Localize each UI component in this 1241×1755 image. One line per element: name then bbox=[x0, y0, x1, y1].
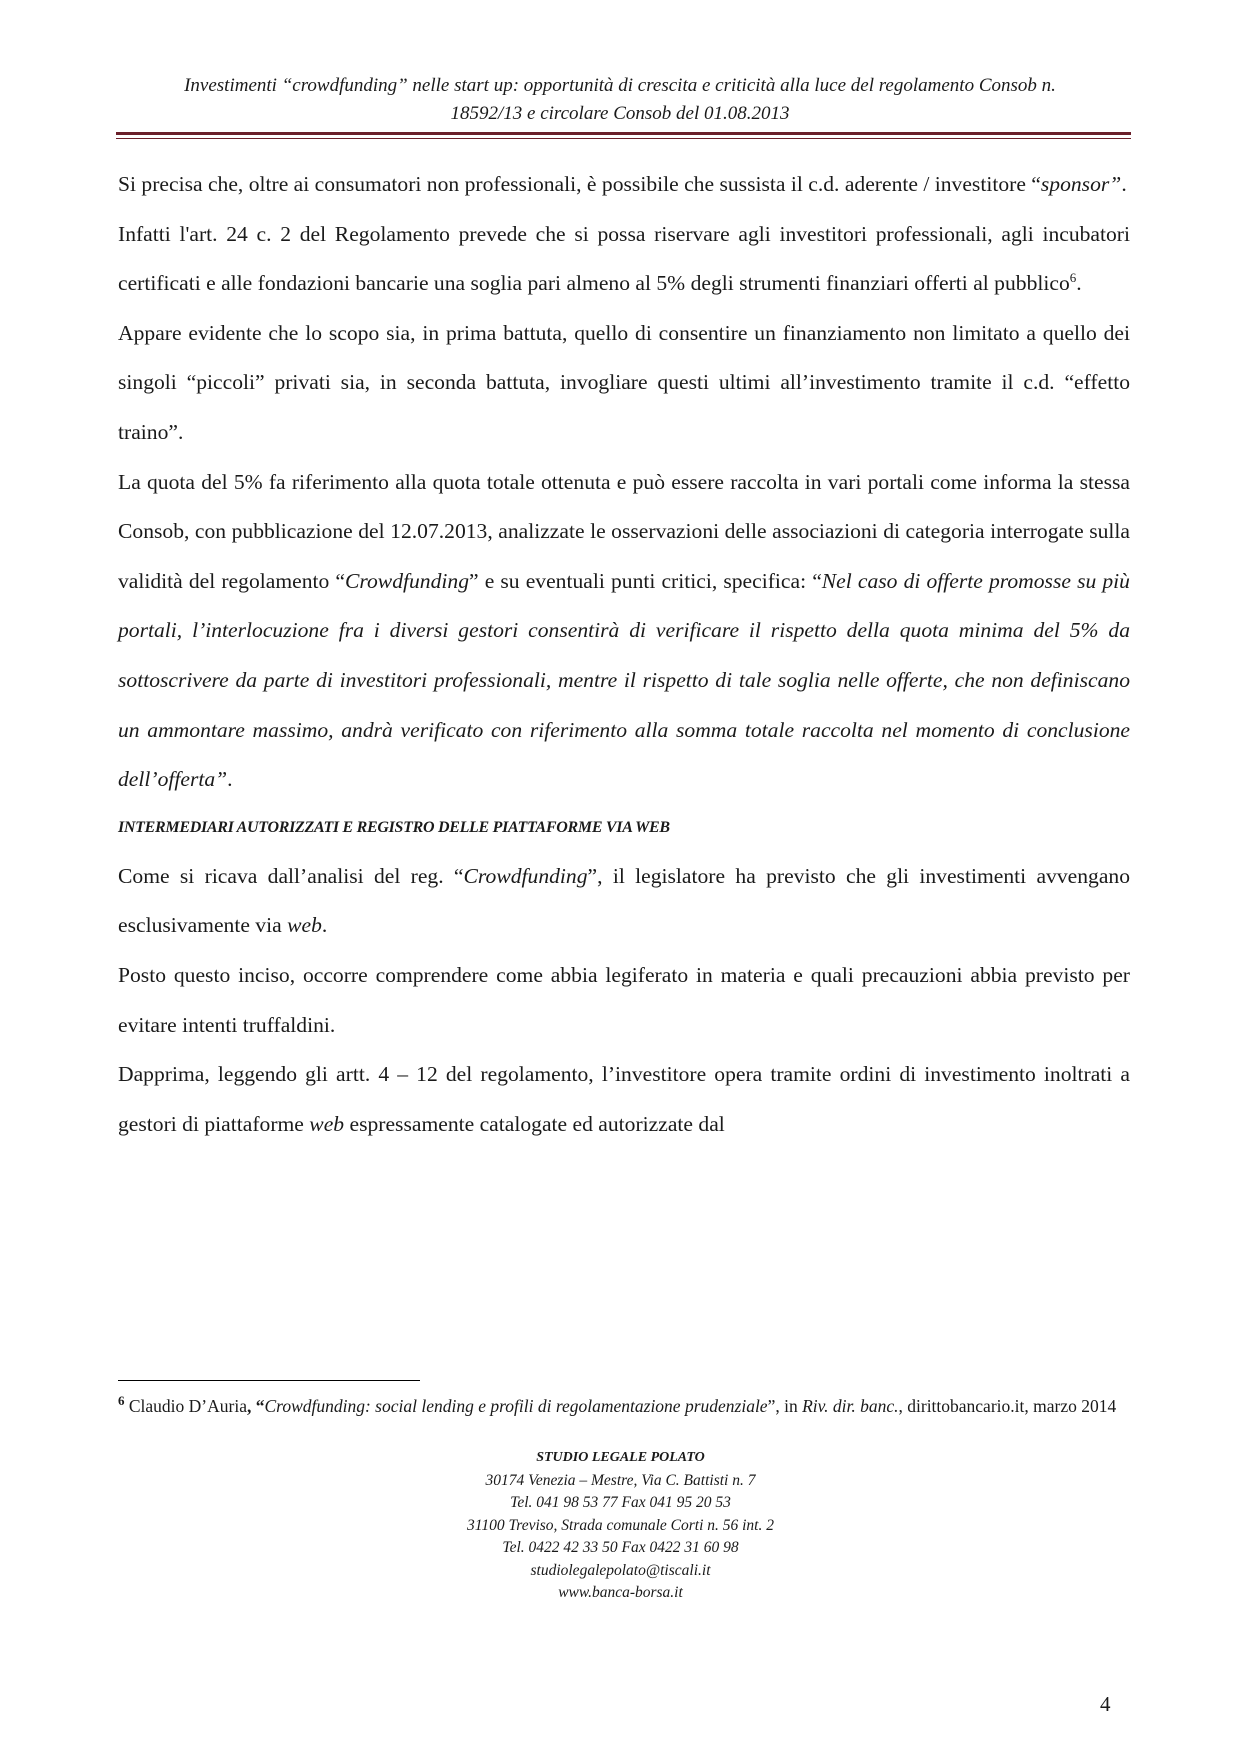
paragraph-5: Come si ricava dall’analisi del reg. “Crowdfunding”, il legislatore ha previsto che gli investimenti avvengano esclusivamente via web. bbox=[118, 863, 1130, 938]
paragraph-4: La quota del 5% fa riferimento alla quota totale ottenuta e può essere raccolta in vari portali come informa la stessa Consob, con pubblicazione del 12.07.2013, analizzate le osservazioni delle associazioni di categoria interrogate sulla validità del regolamento “Crowdfunding” e su eventuali punti critici, specifica: “Nel caso di offerte promosse su più portali, l’interlocuzione fra i diversi gestori consentirà di verificare il rispetto della quota minima del 5% da sottoscrivere da parte di investitori professionali, mentre il rispetto di tale soglia nelle offerte, che non definiscano un ammontare massimo, andrà verificato con riferimento alla somma totale raccolta nel momento di conclusione dell’offerta”. bbox=[118, 469, 1130, 792]
studio-phone-treviso: Tel. 0422 42 33 50 Fax 0422 31 60 98 bbox=[502, 1539, 739, 1556]
footnote-6: $^6$ Claudio D’Auria, “Crowdfunding: social lending e profili di regolamentazione prudenziale”, in Riv. dir. banc., dirittobancario.it, marzo 2014 bbox=[118, 1393, 1117, 1416]
paragraph-7: Dapprima, leggendo gli artt. 4 – 12 del regolamento, l’investitore opera tramite ordini di investimento inoltrati a gestori di piattaforme web espressamente catalogate ed autorizzate dal bbox=[118, 1062, 1130, 1136]
footnote-ref[interactable]: 6 bbox=[1069, 270, 1077, 285]
page-number: 4 bbox=[1100, 1692, 1111, 1716]
paragraph-2: Infatti l'art. 24 c. 2 del Regolamento prevede che si possa riservare agli investitori professionali, agli incubatori certificati e alle fondazioni bancarie una soglia pari almeno al 5% degli strumenti finanziari offerti al pubblico$^6$. bbox=[118, 221, 1130, 296]
paragraph-6: Posto questo inciso, occorre comprendere come abbia legiferato in materia e quali precauzioni abbia previsto per evitare intenti truffaldini. bbox=[118, 962, 1130, 1037]
consob-quote: Nel caso di offerte promosse su più portali, l’interlocuzione fra i diversi gestori consentirà di verificare il rispetto della quota minima del 5% da sottoscrivere da parte di investitori professionali, mentre il rispetto di tale soglia nelle offerte, che non definiscano un ammontare massimo, andrà verificato con riferimento alla somma totale raccolta nel momento di conclusione dell’offerta” bbox=[118, 568, 1130, 792]
running-header bbox=[110, 72, 1130, 128]
header-rule-thick bbox=[116, 132, 1131, 135]
header-line-1: Investimenti “crowdfunding” nelle start up: opportunità di crescita e criticità alla luce del regolamento Consob n. bbox=[184, 75, 1056, 96]
studio-email-link[interactable]: studiolegalepolato@tiscali.it bbox=[530, 1561, 711, 1579]
paragraph-1: Si precisa che, oltre ai consumatori non professionali, è possibile che sussista il c.d. aderente / investitore “sponsor”. bbox=[118, 172, 1127, 196]
studio-phone-venezia: Tel. 041 98 53 77 Fax 041 95 20 53 bbox=[510, 1494, 731, 1511]
studio-address-treviso: 31100 Treviso, Strada comunale Corti n. 56 int. 2 bbox=[467, 1516, 774, 1534]
section-heading: INTERMEDIARI AUTORIZZATI E REGISTRO DELLE PIATTAFORME VIA WEB bbox=[118, 818, 670, 836]
footnote-separator bbox=[118, 1380, 420, 1381]
footnote-number: 6 bbox=[118, 1393, 125, 1409]
body-text bbox=[118, 160, 1130, 1149]
studio-address-venezia: 30174 Venezia – Mestre, Via C. Battisti n. 7 bbox=[485, 1471, 756, 1489]
studio-website-link[interactable]: www.banca-borsa.it bbox=[558, 1584, 683, 1601]
header-line-2: 18592/13 e circolare Consob del 01.08.2013 bbox=[450, 103, 790, 124]
paragraph-3: Appare evidente che lo scopo sia, in prima battuta, quello di consentire un finanziamento non limitato a quello dei singoli “piccoli” privati sia, in seconda battuta, invogliare questi ultimi all’investimento tramite il c.d. “effetto traino”. bbox=[118, 320, 1130, 444]
studio-footer bbox=[0, 1447, 1241, 1605]
header-rule-thin bbox=[116, 138, 1131, 139]
studio-name: STUDIO LEGALE POLATO bbox=[536, 1450, 705, 1465]
